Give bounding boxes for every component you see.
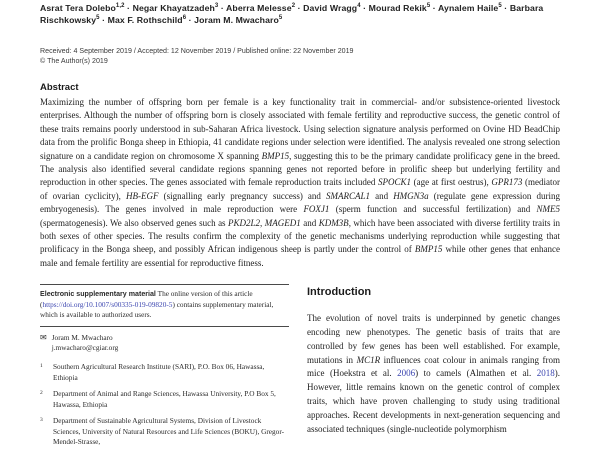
corresponding-author-email[interactable]: j.mwacharo@cgiar.org <box>51 343 119 353</box>
text-segment: ) contains supplementary material, which is available to authorized users. <box>40 299 274 320</box>
text-segment: The evolution of novel traits is underpinned by genetic changes encoding new phenotypes. The genetic basis of traits that are controlled by few genes has been well established. For example, mutations in <box>307 313 560 365</box>
text-segment: Aynalem Haile <box>437 3 499 13</box>
superscript: 5 <box>96 14 100 21</box>
gene-name: BMP15 <box>261 150 290 161</box>
inline-link[interactable]: 2018 <box>536 368 555 379</box>
copyright-line: © The Author(s) 2019 <box>40 56 108 65</box>
text-segment: (spermatogenesis). We also observed genes such as <box>40 217 229 228</box>
text-segment: Negar Khayatzadeh <box>132 3 215 13</box>
superscript: 3 <box>214 3 219 10</box>
gene-name: FOXJ1 <box>303 204 330 215</box>
corresponding-author-name: Joram M. Mwacharo <box>51 333 113 343</box>
supplementary-material-note <box>40 289 289 321</box>
text-segment: , which have been associated with diverse fertility traits in both sexes of other species. The results confirm the complexity of the genetic mechanisms underlying reproduction while suggesting that prolificacy in the Bonga sheep, and possibly African indigenous sheep is partly under the control of <box>40 217 561 255</box>
superscript: 5 <box>278 14 283 21</box>
affiliation-item <box>40 389 289 410</box>
affiliations-list <box>40 362 289 447</box>
text-segment: Electronic supplementary material <box>40 290 156 299</box>
text-segment: · <box>99 14 108 25</box>
text-segment: (signalling early pregnancy success) and <box>158 190 326 201</box>
gene-name: MC1R <box>356 354 381 365</box>
text-segment: The online version of this article ( <box>40 289 253 309</box>
text-segment: Barbara Rischkowsky <box>40 3 544 25</box>
left-column <box>40 284 289 450</box>
envelope-icon: ✉ <box>40 333 47 343</box>
article-meta <box>40 47 560 66</box>
text-segment: (regulate gene expression during embryogenesis). The genes involved in male reproduction were <box>40 190 561 215</box>
gene-name: HB-EGF <box>126 190 159 201</box>
gene-name: NME5 <box>536 204 560 215</box>
gene-name: KDM3B <box>318 217 349 228</box>
text-segment: influences coat colour in animals ranging from mice (Hoekstra et al. <box>307 354 560 379</box>
affiliation-number: 3 <box>40 417 43 424</box>
affiliation-text: Southern Agricultural Research Institute (SARI), P.O. Box 06, Hawassa, Ethiopia <box>53 362 265 382</box>
superscript: 4 <box>357 3 361 10</box>
gene-name: MAGED1 <box>264 217 301 228</box>
right-column <box>307 284 560 450</box>
affiliation-text: Department of Animal and Range Sciences, Hawassa University, P.O Box 5, Hawassa, Ethiopia <box>53 389 276 409</box>
correspondence-block <box>40 333 289 353</box>
text-segment: · <box>501 3 510 13</box>
inline-link[interactable]: https://doi.org/10.1007/s00335-019-09820-5 <box>42 299 173 309</box>
text-segment: Mourad Rekik <box>368 3 427 13</box>
text-segment: (mediator of ovarian cyclicity), <box>40 177 560 201</box>
text-segment: David Wragg <box>303 3 358 13</box>
text-segment: · <box>295 3 304 13</box>
text-segment: and <box>300 217 319 228</box>
gene-name: BMP15 <box>414 244 443 255</box>
footnote-separator-bottom <box>40 326 289 327</box>
text-segment: ) to camels (Almathen et al. <box>415 368 537 379</box>
affiliation-item <box>40 362 289 383</box>
superscript: 1,2 <box>115 3 125 10</box>
dates-line: Received: 4 September 2019 / Accepted: 12 November 2019 / Published online: 22 November 2019 <box>40 47 354 55</box>
text-segment: , <box>260 217 265 228</box>
abstract-heading: Abstract <box>40 82 79 93</box>
superscript: 5 <box>426 3 431 10</box>
superscript: 6 <box>182 14 187 21</box>
text-segment: , suggesting this to be the primary candidate prolificacy gene in the breed. The analysis also identified several candidate regions spanning genes not reported before in prolific sheep but underlying fertility and reproduction in other species. The genes associated with female reproduction traits included <box>40 150 560 188</box>
gene-name: GPR173 <box>491 177 523 188</box>
footnote-separator-top <box>40 284 289 285</box>
text-segment: Maximizing the number of offspring born per female is a key functionality trait in commercial- and/or subsistence-oriented livestock enterprises. Although the number of offspring born is closely associated with female fertility and reproductive success, the genetic control of these traits remains poorly understood in sub-Saharan Africa livestock. Using selection signature analysis performed on Ovine HD BeadChip data from the prolific Bonga sheep in Ethiopia, 41 candidate regions under selection were identified. The analysis revealed one strong selection signature on a candidate region on chromosome X spanning <box>40 97 560 161</box>
text-segment: Joram M. Mwacharo <box>194 14 279 25</box>
text-segment: (sperm function and successful fertilization) and <box>329 204 537 215</box>
text-segment: and <box>370 190 394 201</box>
text-segment: Aberra Melesse <box>226 3 292 13</box>
text-segment: while other genes that enhance male and female fertility are essential for reproductive fitness. <box>40 244 560 268</box>
text-segment: · <box>124 3 133 13</box>
introduction-text <box>307 312 560 436</box>
two-column-area <box>40 284 560 450</box>
affiliation-item <box>40 416 289 447</box>
authors-line <box>40 3 560 26</box>
correspondence-text <box>52 333 119 353</box>
text-segment: Asrat Tera Dolebo <box>40 3 116 13</box>
affiliation-number: 1 <box>40 363 43 370</box>
text-segment: ). However, little remains known on the genetic control of complex traits, which have proven challenging to study using traditional approaches. Recent developments in next-generation sequencing and associated techniques (single-nucleotide polymorphism <box>307 368 561 434</box>
inline-link[interactable]: 2006 <box>397 368 416 379</box>
text-segment: · <box>186 14 195 25</box>
gene-name: PKD2L2 <box>228 217 261 228</box>
affiliation-text: Department of Sustainable Agricultural Systems, Division of Livestock Sciences, University of Natural Resources and Life Sciences (BOKU), Gregor-Mendel-Strasse, <box>53 416 285 446</box>
superscript: 5 <box>498 3 502 10</box>
text-segment: (age at first oestrus), <box>411 177 492 188</box>
text-segment: Max F. Rothschild <box>107 14 183 25</box>
affiliation-number: 2 <box>40 390 43 397</box>
gene-name: SMARCAL1 <box>326 190 370 201</box>
introduction-heading: Introduction <box>307 286 372 299</box>
superscript: 2 <box>291 3 296 10</box>
abstract-text <box>40 96 560 270</box>
text-segment: · <box>360 3 369 13</box>
gene-name: SPOCK1 <box>378 177 412 188</box>
gene-name: HMGN3a <box>393 190 429 201</box>
text-segment: · <box>430 3 438 13</box>
text-segment: · <box>218 3 227 13</box>
